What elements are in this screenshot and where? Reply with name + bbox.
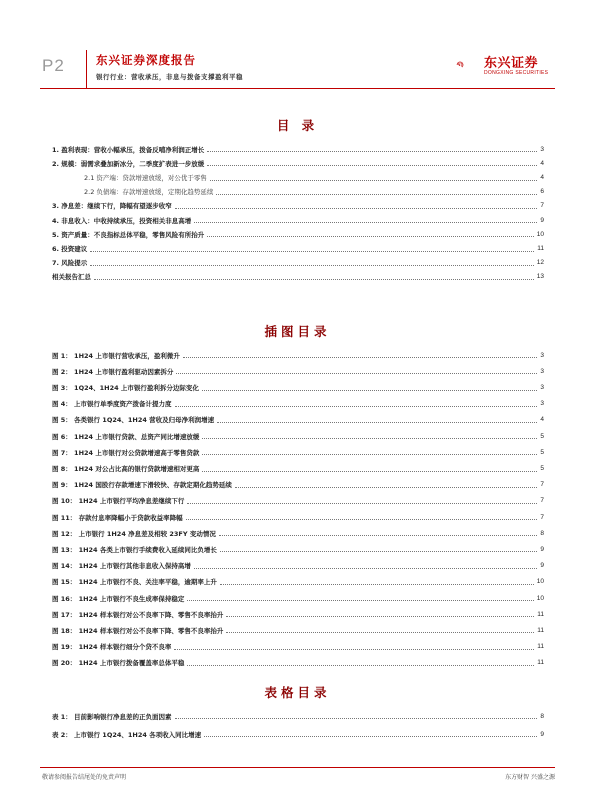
dot-leader bbox=[183, 357, 538, 358]
figure-entry[interactable] bbox=[52, 634, 544, 650]
toc-entry-page: 4 bbox=[540, 174, 544, 182]
toc-entry-page: 6 bbox=[540, 188, 544, 196]
dot-leader bbox=[175, 718, 538, 719]
figure-entry[interactable] bbox=[52, 489, 544, 505]
dot-leader bbox=[202, 438, 537, 439]
figure-entry[interactable] bbox=[52, 537, 544, 553]
figure-entry[interactable] bbox=[52, 570, 544, 586]
figure-entry-label: 图 10： 1H24 上市银行平均净息差继续下行 bbox=[52, 497, 185, 506]
dot-leader bbox=[186, 519, 538, 520]
figure-entry[interactable] bbox=[52, 586, 544, 602]
dot-leader bbox=[202, 471, 537, 472]
figure-entry-label: 图 1： 1H24 上市银行营收承压，盈利微升 bbox=[52, 351, 180, 360]
figure-entry-page: 3 bbox=[540, 367, 544, 375]
toc-entry[interactable] bbox=[52, 182, 544, 196]
toc-entry-page: 3 bbox=[540, 145, 544, 153]
dot-leader bbox=[187, 600, 533, 601]
dot-leader bbox=[204, 736, 537, 737]
report-subtitle: 银行行业：营收承压，非息与拨备支撑盈利平稳 bbox=[96, 73, 243, 81]
figure-entry-page: 11 bbox=[537, 626, 544, 634]
logo-en-text: DONGXING SECURITIES bbox=[484, 70, 549, 76]
figure-entry-label: 图 14： 1H24 上市银行其他非息收入保持高增 bbox=[52, 562, 191, 571]
toc-entry-label: 相关报告汇总 bbox=[52, 273, 91, 282]
figure-entry-page: 9 bbox=[540, 545, 544, 553]
figure-entry-page: 3 bbox=[540, 400, 544, 408]
figure-entry-page: 10 bbox=[536, 578, 544, 586]
figure-entry[interactable] bbox=[52, 440, 544, 456]
toc-entry[interactable] bbox=[52, 167, 544, 181]
toc-entry[interactable] bbox=[52, 238, 544, 252]
figure-entry-label: 图 11： 存款付息率降幅小于贷款收益率降幅 bbox=[52, 513, 183, 522]
figure-entry-page: 9 bbox=[540, 562, 544, 570]
toc-entry-label: 5. 资产质量：不良指标总体平稳，零售风险有所抬升 bbox=[52, 230, 205, 239]
dot-leader bbox=[174, 649, 534, 650]
footer-disclaimer: 敬请参阅报告结尾处的免责声明 bbox=[42, 774, 127, 781]
toc-list bbox=[52, 139, 544, 281]
figure-entry-page: 3 bbox=[540, 351, 544, 359]
toc-entry[interactable] bbox=[52, 210, 544, 224]
figure-entry[interactable] bbox=[52, 392, 544, 408]
figure-entry-page: 11 bbox=[537, 610, 544, 618]
figure-entry[interactable] bbox=[52, 651, 544, 667]
toc-entry[interactable] bbox=[52, 224, 544, 238]
figure-entry[interactable] bbox=[52, 375, 544, 391]
figure-entry[interactable] bbox=[52, 473, 544, 489]
table-entry-page: 9 bbox=[540, 730, 544, 738]
dot-leader bbox=[226, 616, 534, 617]
toc-entry-label: 2. 规模：弱需求叠加新冰分，二季度扩表进一步放缓 bbox=[52, 159, 205, 168]
dot-leader bbox=[219, 535, 538, 536]
figure-entry-label: 图 19： 1H24 样本银行细分个贷不良率 bbox=[52, 643, 172, 652]
figure-entry-label: 图 5： 各类银行 1Q24、1H24 营收及归母净利润增速 bbox=[52, 416, 215, 425]
figure-entry-label: 图 12： 上市银行 1H24 净息差及相较 23FY 变动情况 bbox=[52, 529, 216, 538]
footer-rule bbox=[40, 767, 555, 768]
figure-entry-label: 图 17： 1H24 样本银行对公不良率下降、零售不良率抬升 bbox=[52, 610, 224, 619]
table-entry-label: 表 1： 目前影响银行净息差的正负面因素 bbox=[52, 712, 172, 721]
toc-entry-page: 10 bbox=[536, 230, 544, 238]
figure-entry-page: 5 bbox=[540, 448, 544, 456]
header-rule bbox=[40, 88, 555, 89]
figure-entry[interactable] bbox=[52, 424, 544, 440]
figure-entry-page: 10 bbox=[536, 594, 544, 602]
tables-list bbox=[52, 702, 544, 738]
figure-entry-label: 图 6： 1H24 上市银行贷款、总资产同比增速放缓 bbox=[52, 432, 200, 441]
toc-entry-page: 9 bbox=[540, 216, 544, 224]
figure-entry-label: 图 8： 1H24 对公占比高的银行贷款增速相对更高 bbox=[52, 465, 200, 473]
dot-leader bbox=[235, 487, 538, 488]
toc-entry-label: 4. 非息收入：中收持续承压，投资相关非息高增 bbox=[52, 216, 192, 225]
logo-cn-text: 东兴证券 bbox=[484, 56, 539, 71]
figure-entry-label: 图 18： 1H24 样本银行对公不良率下降、零售不良率抬升 bbox=[52, 626, 224, 635]
toc-entry-label: 1. 盈利表现：营收小幅承压，拨备反哺净利润正增长 bbox=[52, 145, 205, 154]
toc-entry[interactable] bbox=[52, 139, 544, 153]
dot-leader bbox=[217, 422, 537, 423]
dot-leader bbox=[194, 568, 538, 569]
dot-leader bbox=[176, 373, 537, 374]
figures-title: 插图目录 bbox=[264, 324, 331, 339]
toc-entry[interactable] bbox=[52, 253, 544, 267]
toc-entry-page: 7 bbox=[540, 202, 544, 210]
table-entry[interactable] bbox=[52, 720, 544, 738]
page-number: P2 bbox=[42, 56, 65, 75]
dot-leader bbox=[94, 279, 534, 280]
figures-list bbox=[52, 343, 544, 667]
dot-leader bbox=[220, 551, 538, 552]
figure-entry-label: 图 2： 1H24 上市银行盈利驱动因素拆分 bbox=[52, 367, 174, 376]
figure-entry-page: 7 bbox=[540, 513, 544, 521]
dot-leader bbox=[90, 265, 534, 266]
table-entry-page: 8 bbox=[540, 712, 544, 720]
dot-leader bbox=[207, 165, 537, 166]
toc-entry-page: 13 bbox=[536, 273, 544, 281]
figure-entry[interactable] bbox=[52, 618, 544, 634]
table-entry[interactable] bbox=[52, 702, 544, 720]
dot-leader bbox=[187, 665, 534, 666]
toc-entry-label: 7. 风险提示 bbox=[52, 259, 88, 268]
figure-entry-page: 7 bbox=[540, 481, 544, 489]
report-title: 东兴证券深度报告 bbox=[96, 53, 196, 67]
dot-leader bbox=[175, 406, 538, 407]
dot-leader bbox=[216, 194, 537, 195]
toc-entry[interactable] bbox=[52, 196, 544, 210]
figure-entry-page: 4 bbox=[540, 416, 544, 424]
tables-title: 表格目录 bbox=[264, 685, 331, 700]
dot-leader bbox=[175, 208, 538, 209]
toc-entry-label: 2.2 负债端：存款增速放缓，定期化趋势延续 bbox=[84, 188, 214, 197]
figure-entry[interactable] bbox=[52, 602, 544, 618]
figure-entry[interactable] bbox=[52, 521, 544, 537]
toc-entry-page: 11 bbox=[537, 245, 544, 252]
figure-entry[interactable] bbox=[52, 505, 544, 521]
figure-entry-label: 图 15： 1H24 上市银行不良、关注率平稳，逾期率上升 bbox=[52, 578, 217, 587]
figure-entry-page: 5 bbox=[540, 432, 544, 440]
toc-entry-label: 2.1 资产端：贷款增速放缓，对公优于零售 bbox=[84, 174, 207, 183]
figure-entry[interactable] bbox=[52, 343, 544, 359]
dot-leader bbox=[207, 151, 537, 152]
footer-slogan: 东方财智 兴盛之源 bbox=[505, 774, 555, 781]
figure-entry-label: 图 20： 1H24 上市银行拨备覆盖率总体平稳 bbox=[52, 659, 185, 668]
figure-entry-label: 图 9： 1H24 国股行存款增速下滑较快、存款定期化趋势延续 bbox=[52, 481, 232, 490]
toc-entry-label: 3. 净息差：继续下行，降幅有望逐步收窄 bbox=[52, 202, 172, 211]
toc-entry[interactable] bbox=[52, 267, 544, 281]
figure-entry-page: 11 bbox=[537, 643, 544, 651]
dot-leader bbox=[210, 180, 537, 181]
figure-entry[interactable] bbox=[52, 456, 544, 472]
toc-entry-page: 12 bbox=[536, 259, 544, 267]
dot-leader bbox=[207, 236, 534, 237]
figure-entry[interactable] bbox=[52, 359, 544, 375]
dot-leader bbox=[90, 251, 534, 252]
figure-entry-label: 图 3： 1Q24、1H24 上市银行盈利拆分边际变化 bbox=[52, 384, 199, 393]
dot-leader bbox=[202, 390, 537, 391]
figure-entry-page: 5 bbox=[540, 465, 544, 472]
dot-leader bbox=[202, 454, 537, 455]
figure-entry-page: 7 bbox=[540, 497, 544, 505]
toc-entry[interactable] bbox=[52, 153, 544, 167]
toc-entry-label: 6. 投资建议 bbox=[52, 245, 88, 253]
figure-entry-label: 图 13： 1H24 各类上市银行手续费收入延续同比负增长 bbox=[52, 545, 217, 554]
figure-entry-label: 图 16： 1H24 上市银行不良生成率保持稳定 bbox=[52, 594, 185, 603]
figure-entry[interactable] bbox=[52, 408, 544, 424]
dot-leader bbox=[187, 503, 537, 504]
table-entry-label: 表 2： 上市银行 1Q24、1H24 各项收入同比增速 bbox=[52, 730, 202, 739]
dot-leader bbox=[220, 584, 534, 585]
dongxing-logo-icon bbox=[456, 50, 482, 80]
figure-entry-page: 8 bbox=[540, 529, 544, 537]
figure-entry-label: 图 7： 1H24 上市银行对公贷款增速高于零售贷款 bbox=[52, 448, 200, 457]
figure-entry-page: 11 bbox=[537, 659, 544, 667]
toc-entry-page: 4 bbox=[540, 159, 544, 167]
figure-entry[interactable] bbox=[52, 553, 544, 569]
figure-entry-page: 3 bbox=[540, 384, 544, 392]
header-divider bbox=[86, 50, 87, 88]
toc-title: 目 录 bbox=[276, 118, 319, 133]
figure-entry-label: 图 4： 上市银行单季度资产拨备计提力度 bbox=[52, 400, 172, 409]
dot-leader bbox=[194, 222, 537, 223]
dot-leader bbox=[226, 632, 534, 633]
